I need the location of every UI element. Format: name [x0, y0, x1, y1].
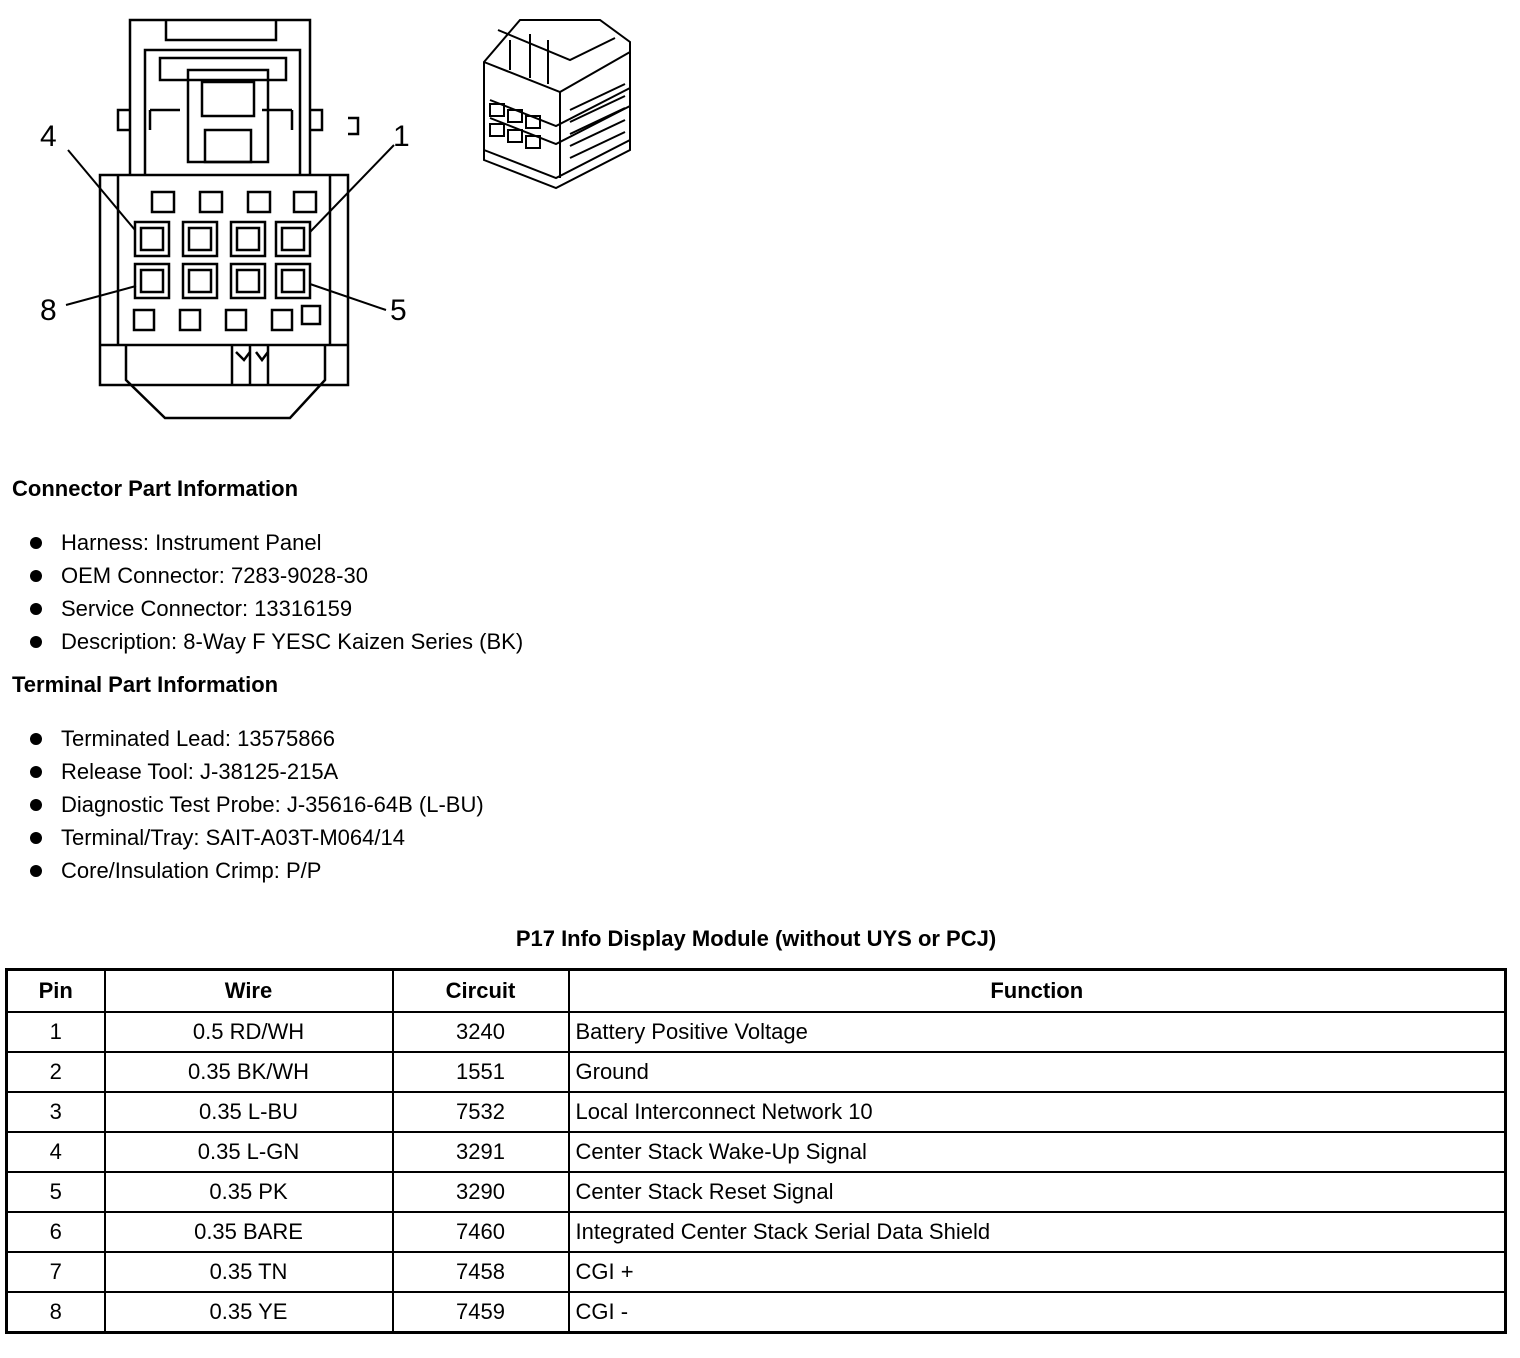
cell-pin: 3: [7, 1092, 105, 1132]
bullet-icon: [30, 733, 42, 745]
connector-info-list: [28, 528, 523, 660]
cell-wire: 0.35 PK: [105, 1172, 393, 1212]
cell-wire: 0.35 L-BU: [105, 1092, 393, 1132]
pin-label-1: 1: [393, 120, 410, 153]
bullet-icon: [30, 799, 42, 811]
pin-table: [5, 968, 1507, 1334]
table-title: P17 Info Display Module (without UYS or PCJ): [515, 926, 997, 951]
list-item: Service Connector: 13316159: [28, 594, 523, 627]
cell-function: CGI -: [569, 1292, 1506, 1333]
bullet-icon: [30, 603, 42, 615]
list-item: OEM Connector: 7283-9028-30: [28, 561, 523, 594]
table-row: [7, 1052, 1506, 1092]
header-circuit: Circuit: [393, 970, 569, 1013]
pin-label-8: 8: [40, 294, 57, 327]
table-row: [7, 1012, 1506, 1052]
cell-wire: 0.35 BK/WH: [105, 1052, 393, 1092]
cell-circuit: 7458: [393, 1252, 569, 1292]
bullet-icon: [30, 832, 42, 844]
header-wire: Wire: [105, 970, 393, 1013]
cell-circuit: 3291: [393, 1132, 569, 1172]
list-item: Release Tool: J-38125-215A: [28, 757, 484, 790]
bullet-icon: [30, 636, 42, 648]
pin-label-5: 5: [390, 294, 407, 327]
connector-info-heading: Connector Part Information: [12, 476, 299, 501]
bullet-icon: [30, 865, 42, 877]
list-item: Harness: Instrument Panel: [28, 528, 523, 561]
cell-wire: 0.35 YE: [105, 1292, 393, 1333]
cell-pin: 6: [7, 1212, 105, 1252]
cell-pin: 2: [7, 1052, 105, 1092]
cell-pin: 4: [7, 1132, 105, 1172]
cell-circuit: 1551: [393, 1052, 569, 1092]
cell-circuit: 7532: [393, 1092, 569, 1132]
cell-pin: 1: [7, 1012, 105, 1052]
terminal-info-list: [28, 724, 484, 889]
cell-wire: 0.35 TN: [105, 1252, 393, 1292]
cell-function: CGI +: [569, 1252, 1506, 1292]
cell-circuit: 7460: [393, 1212, 569, 1252]
pin-label-4: 4: [40, 120, 57, 153]
list-item: Terminated Lead: 13575866: [28, 724, 484, 757]
table-row: [7, 1252, 1506, 1292]
cell-function: Integrated Center Stack Serial Data Shield: [569, 1212, 1506, 1252]
table-row: [7, 1212, 1506, 1252]
table-row: [7, 1292, 1506, 1333]
bullet-icon: [30, 537, 42, 549]
table-row: [7, 1092, 1506, 1132]
cell-wire: 0.5 RD/WH: [105, 1012, 393, 1052]
cell-function: Battery Positive Voltage: [569, 1012, 1506, 1052]
header-function: Function: [569, 970, 1506, 1013]
cell-pin: 5: [7, 1172, 105, 1212]
cell-function: Ground: [569, 1052, 1506, 1092]
bullet-icon: [30, 766, 42, 778]
cell-circuit: 3290: [393, 1172, 569, 1212]
bullet-icon: [30, 570, 42, 582]
header-pin: Pin: [7, 970, 105, 1013]
cell-function: Center Stack Reset Signal: [569, 1172, 1506, 1212]
list-item: Core/Insulation Crimp: P/P: [28, 856, 484, 889]
cell-circuit: 7459: [393, 1292, 569, 1333]
cell-pin: 8: [7, 1292, 105, 1333]
terminal-info-heading: Terminal Part Information: [12, 672, 279, 697]
list-item: Terminal/Tray: SAIT-A03T-M064/14: [28, 823, 484, 856]
cell-circuit: 3240: [393, 1012, 569, 1052]
list-item: Diagnostic Test Probe: J-35616-64B (L-BU): [28, 790, 484, 823]
cell-function: Center Stack Wake-Up Signal: [569, 1132, 1506, 1172]
cell-wire: 0.35 BARE: [105, 1212, 393, 1252]
cell-wire: 0.35 L-GN: [105, 1132, 393, 1172]
cell-function: Local Interconnect Network 10: [569, 1092, 1506, 1132]
table-row: [7, 1172, 1506, 1212]
cell-pin: 7: [7, 1252, 105, 1292]
list-item: Description: 8-Way F YESC Kaizen Series (BK): [28, 627, 523, 660]
table-row: [7, 1132, 1506, 1172]
table-header-row: [7, 970, 1506, 1013]
connector-face-diagram: [0, 0, 660, 440]
